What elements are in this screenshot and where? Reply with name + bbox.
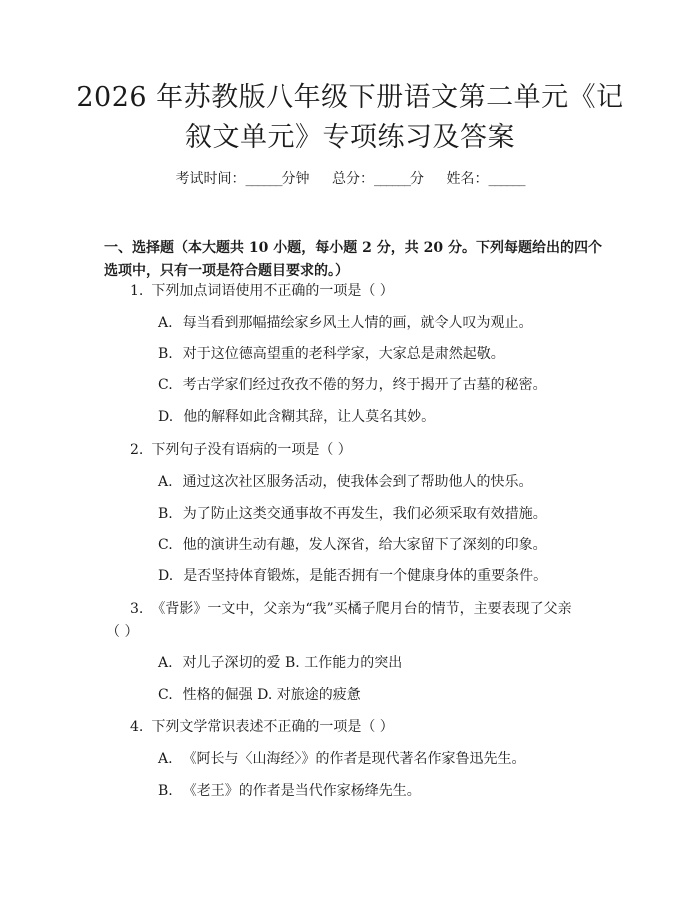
option-letter: C. [158, 687, 173, 703]
question-text: 《背影》一文中，父亲为“我”买橘子爬月台的情节，主要表现了父亲 [151, 601, 572, 617]
option-text: 考古学家们经过孜孜不倦的努力，终于揭开了古墓的秘密。 [182, 377, 547, 393]
question-4-option-a [158, 752, 526, 766]
option-text: 为了防止这类交通事故不再发生，我们必须采取有效措施。 [182, 506, 547, 522]
question-number: 2. [130, 442, 144, 458]
question-number: 4. [130, 719, 144, 735]
option-letter: B. [158, 783, 173, 799]
question-text: 下列文学常识表述不正确的一项是（ ） [151, 719, 394, 735]
option-text: 他的演讲生动有趣，发人深省，给大家留下了深刻的印象。 [182, 537, 547, 553]
question-3-stem [130, 602, 572, 616]
option-letter: A. [158, 474, 173, 490]
question-3-stem-continuation: （ ） [106, 624, 139, 640]
question-2-option-a [158, 475, 533, 489]
total-score-unit: 分 [410, 171, 424, 187]
question-2-option-b [158, 507, 547, 521]
option-letter: B. [158, 506, 173, 522]
question-4-option-b [158, 784, 421, 798]
question-number: 1. [130, 283, 144, 299]
exam-time-label: 考试时间： [175, 171, 246, 187]
question-1-option-a [158, 316, 533, 330]
question-1-option-d [158, 410, 435, 424]
option-text: 是否坚持体育锻炼，是能否拥有一个健康身体的重要条件。 [183, 568, 548, 584]
exam-time-blank: ______ [245, 171, 282, 187]
option-letter: C. [158, 377, 173, 393]
question-1-option-c [158, 378, 547, 392]
question-text: 下列加点词语使用不正确的一项是（ ） [151, 283, 394, 299]
question-number: 3. [130, 601, 144, 617]
total-score-label: 总分： [332, 171, 374, 187]
question-2-option-c [158, 538, 547, 552]
exam-time [176, 171, 310, 187]
option-text: 性格的倔强 D. 对旅途的疲惫 [182, 687, 361, 703]
total-score [332, 171, 424, 187]
option-text: 对儿子深切的爱 B. 工作能力的突出 [182, 655, 403, 671]
student-name-blank: ______ [488, 171, 525, 187]
option-text: 他的解释如此含糊其辞，让人莫名其妙。 [183, 409, 436, 425]
option-letter: B. [158, 346, 173, 362]
question-3-options-row-1 [158, 656, 402, 670]
question-2-option-d [158, 569, 547, 583]
exam-info-line [0, 172, 700, 186]
total-score-blank: ______ [374, 171, 410, 187]
question-1-stem [130, 284, 394, 298]
document-title-line-1: 2026 年苏教版八年级下册语文第二单元《记 [76, 82, 624, 113]
student-name-label: 姓名： [446, 171, 489, 187]
option-letter: A. [158, 751, 173, 767]
student-name [446, 171, 524, 187]
option-letter: D. [158, 409, 174, 425]
question-3-options-row-2 [158, 688, 361, 702]
exam-time-unit: 分钟 [281, 171, 310, 187]
question-1-option-b [158, 347, 505, 361]
question-text: 下列句子没有语病的一项是（ ） [151, 442, 352, 458]
option-text: 对于这位德高望重的老科学家，大家总是肃然起敬。 [182, 346, 505, 362]
option-text: 通过这次社区服务活动，使我体会到了帮助他人的快乐。 [182, 474, 533, 490]
option-text: 《老王》的作者是当代作家杨绛先生。 [182, 783, 421, 799]
option-letter: A. [158, 315, 173, 331]
document-title-line-2: 叙文单元》专项练习及答案 [185, 122, 515, 153]
option-letter: C. [158, 537, 173, 553]
option-letter: D. [158, 568, 174, 584]
question-4-stem [130, 720, 394, 734]
option-text: 每当看到那幅描绘家乡风土人情的画，就令人叹为观止。 [182, 315, 533, 331]
option-text: 《阿长与〈山海经〉》的作者是现代著名作家鲁迅先生。 [182, 751, 526, 767]
option-letter: A. [158, 655, 173, 671]
question-2-stem [130, 443, 352, 457]
section-heading-multiple-choice: 一、选择题（本大题共 10 小题，每小题 2 分，共 20 分。下列每题给出的四个选项中，只有一项是符合题目要求的。） [104, 240, 602, 279]
